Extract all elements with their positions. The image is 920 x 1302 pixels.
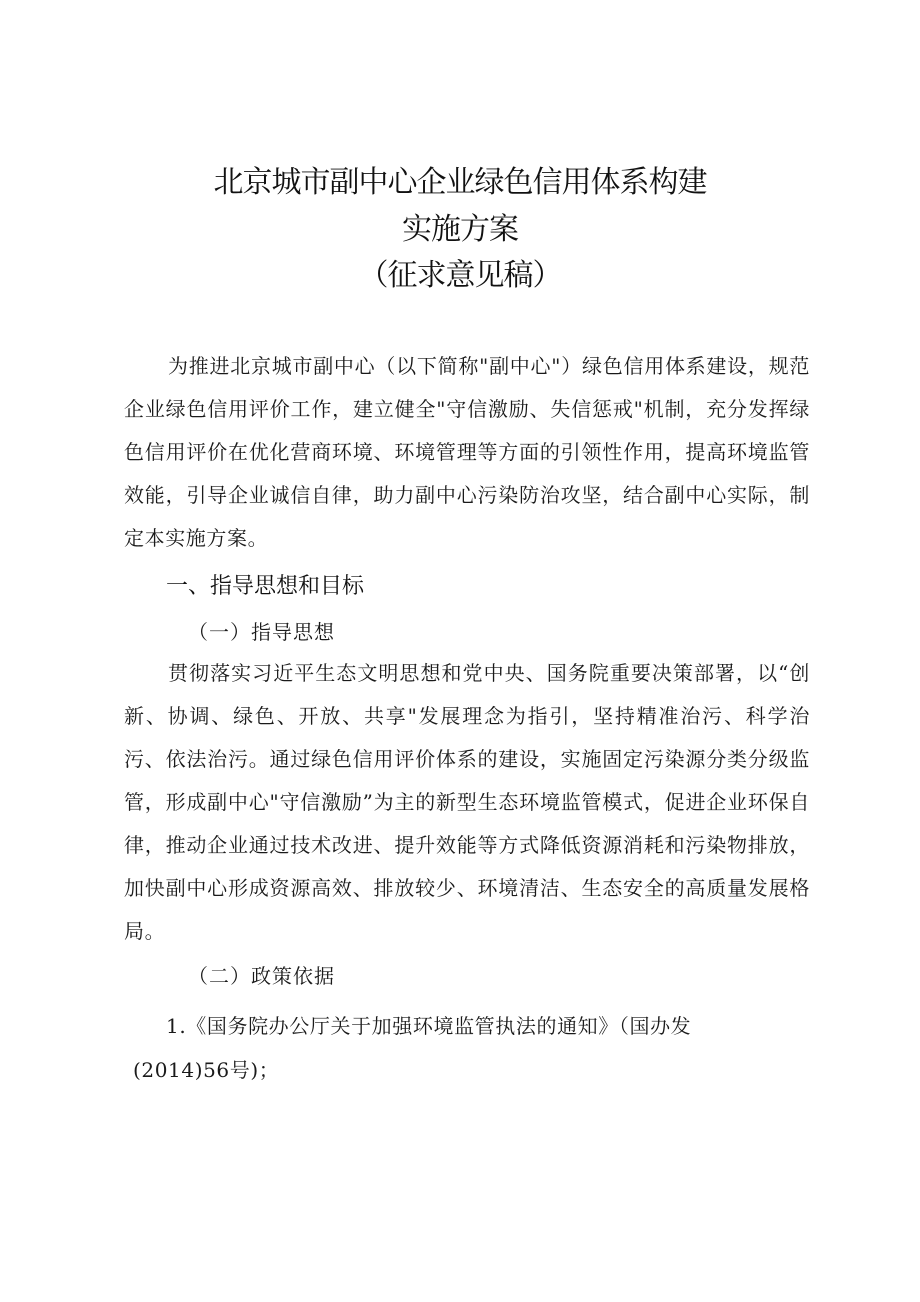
document-title-line-2: 实施方案 [402, 212, 518, 247]
section-heading-guiding-ideology-and-goals: 一、指导思想和目标 [166, 574, 365, 599]
subsection-heading-guiding-ideology: （一）指导思想 [188, 620, 335, 644]
document-title-line-3: （征求意见稿） [358, 258, 562, 293]
policy-basis-item-1-line-2: (2014)56号)； [133, 1058, 280, 1082]
subsection-heading-policy-basis: （二）政策依据 [188, 964, 335, 988]
intro-paragraph: 为推进北京城市副中心（以下简称"副中心"）绿色信用体系建设，规范企业绿色信用评价工作，建立健全"守信激励、失信惩戒"机制，充分发挥绿色信用评价在优化营商环境、环境管理等方面的引领性作用，提高环境监管效能，引导企业诚信自律，助力副中心污染防治攻坚，结合副中心实际，制定本实施方案。 [124, 354, 810, 550]
guiding-ideology-paragraph: 贯彻落实习近平生态文明思想和党中央、国务院重要决策部署，以“创新、协调、绿色、开放、共享"发展理念为指引，坚持精准治污、科学治污、依法治污。通过绿色信用评价体系的建设，实施固定污染源分类分级监管，形成副中心"守信激励”为主的新型生态环境监管模式，促进企业环保自律，推动企业通过技术改进、提升效能等方式降低资源消耗和污染物排放，加快副中心形成资源高效、排放较少、环境清洁、生态安全的高质量发展格局。 [124, 661, 810, 943]
document-title-line-1: 北京城市副中心企业绿色信用体系构建 [213, 165, 707, 200]
policy-basis-item-1-line-1: 1.《国务院办公厅关于加强环境监管执法的通知》（国办发 [166, 1014, 692, 1038]
